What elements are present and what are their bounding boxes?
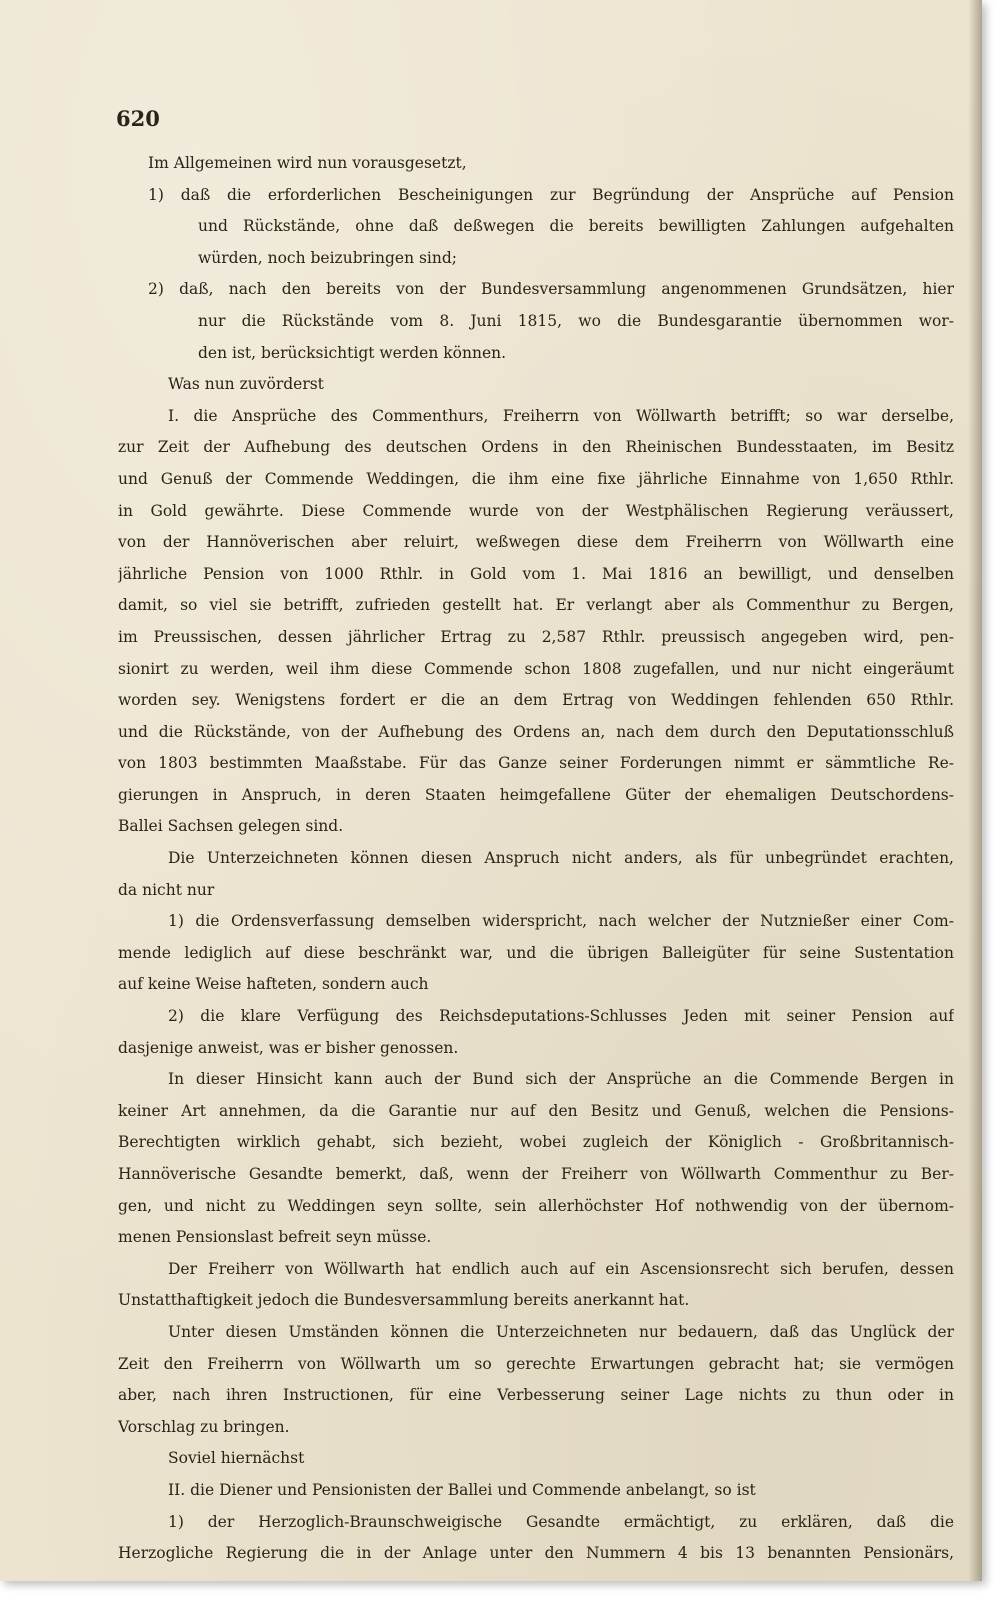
- text-line: auf keine Weise hafteten, sondern auch: [118, 975, 429, 994]
- text-line: da nicht nur: [118, 880, 215, 899]
- text-line: nur die Rückstände vom 8. Juni 1815, wo die Bundesgarantie übernommen wor-: [198, 311, 954, 330]
- text-line: jährliche Pension von 1000 Rthlr. in Gold vom 1. Mai 1816 an bewilligt, und denselben: [118, 564, 954, 583]
- text-line: II. die Diener und Pensionisten der Ballei und Commende anbelangt, so ist: [168, 1480, 756, 1499]
- text-line: von 1803 bestimmten Maaßstabe. Für das Ganze seiner Forderungen nimmt er sämmtliche Re-: [118, 754, 954, 773]
- text-line: Unstatthaftigkeit jedoch die Bundesversammlung bereits anerkannt hat.: [118, 1291, 690, 1310]
- text-line: menen Pensionslast befreit seyn müsse.: [118, 1228, 432, 1247]
- text-line: Hannöverische Gesandte bemerkt, daß, wenn der Freiherr von Wöllwarth Commenthur zu Ber-: [118, 1165, 954, 1183]
- text-line: Was nun zuvörderst: [168, 375, 324, 394]
- text-line: Unter diesen Umständen können die Unterzeichneten nur bedauern, daß das Unglück der: [168, 1322, 954, 1341]
- text-line: und Rückstände, ohne daß deßwegen die bereits bewilligten Zahlungen aufgehalten: [198, 217, 954, 236]
- text-line: Der Freiherr von Wöllwarth hat endlich auch auf ein Ascensionsrecht sich berufen, dessen: [168, 1259, 954, 1278]
- text-line: sionirt zu werden, weil ihm diese Commende schon 1808 zugefallen, und nur nicht eingeräumt: [118, 659, 954, 678]
- text-line: zur Zeit der Aufhebung des deutschen Ordens in den Rheinischen Bundesstaaten, im Besitz: [118, 438, 954, 457]
- text-line: mende lediglich auf diese beschränkt war, und die übrigen Balleigüter für seine Sustentation: [118, 943, 954, 962]
- text-line: Die Unterzeichneten können diesen Anspruch nicht anders, als für unbegründet erachten,: [168, 849, 954, 868]
- page-number: 620: [116, 106, 160, 131]
- text-line: Zeit den Freiherrn von Wöllwarth um so gerechte Erwartungen gebracht hat; sie vermögen: [118, 1354, 954, 1373]
- text-line: 1) der Herzoglich-Braunschweigische Gesandte ermächtigt, zu erklären, daß die: [168, 1512, 954, 1531]
- page-edge-shadow: [968, 0, 982, 1581]
- text-line: In dieser Hinsicht kann auch der Bund sich der Ansprüche an die Commende Bergen in: [168, 1070, 954, 1089]
- text-line: Soviel hiernächst: [168, 1449, 305, 1468]
- text-line: keiner Art annehmen, da die Garantie nur auf den Besitz und Genuß, welchen die Pensions-: [118, 1101, 954, 1120]
- body-text: [118, 148, 954, 1570]
- text-line: I. die Ansprüche des Commenthurs, Freiherrn von Wöllwarth betrifft; so war derselbe,: [168, 406, 954, 425]
- text-line: im Preussischen, dessen jährlicher Ertrag zu 2,587 Rthlr. preussisch angegeben wird, pen-: [118, 627, 954, 646]
- text-line: 2) daß, nach den bereits von der Bundesversammlung angenommenen Grundsätzen, hier: [148, 280, 954, 299]
- text-line: und Genuß der Commende Weddingen, die ihm eine fixe jährliche Einnahme von 1,650 Rthlr.: [118, 469, 954, 488]
- text-line: Ballei Sachsen gelegen sind.: [118, 817, 344, 836]
- text-line: gen, und nicht zu Weddingen seyn sollte, sein allerhöchster Hof nothwendig von der übernom-: [118, 1196, 954, 1215]
- text-line: Herzogliche Regierung die in der Anlage unter den Nummern 4 bis 13 benannten Pensionärs,: [118, 1544, 954, 1563]
- text-line: 1) daß die erforderlichen Bescheinigungen zur Begründung der Ansprüche auf Pension: [148, 185, 954, 204]
- text-line: würden, noch beizubringen sind;: [198, 248, 458, 267]
- text-line: 1) die Ordensverfassung demselben widerspricht, nach welcher der Nutznießer einer Com-: [168, 912, 954, 931]
- text-line: aber, nach ihren Instructionen, für eine Verbesserung seiner Lage nichts zu thun oder in: [118, 1386, 954, 1405]
- text-line: Vorschlag zu bringen.: [118, 1417, 290, 1436]
- text-line: und die Rückstände, von der Aufhebung des Ordens an, nach dem durch den Deputationsschluß: [118, 722, 954, 741]
- text-line: den ist, berücksichtigt werden können.: [198, 343, 507, 362]
- text-line: damit, so viel sie betrifft, zufrieden gestellt hat. Er verlangt aber als Commenthur zu Bergen,: [118, 596, 954, 615]
- text-line: von der Hannöverischen aber reluirt, weßwegen diese dem Freiherrn von Wöllwarth eine: [118, 533, 954, 552]
- text-line: Berechtigten wirklich gehabt, sich bezieht, wobei zugleich der Königlich - Großbritannisch-: [118, 1133, 954, 1152]
- text-line: dasjenige anweist, was er bisher genossen.: [118, 1038, 459, 1057]
- text-line: 2) die klare Verfügung des Reichsdeputations-Schlusses Jeden mit seiner Pension auf: [168, 1007, 954, 1026]
- text-line: in Gold gewährte. Diese Commende wurde von der Westphälischen Regierung veräussert,: [118, 501, 954, 520]
- text-line: Im Allgemeinen wird nun vorausgesetzt,: [148, 154, 467, 172]
- text-line: gierungen in Anspruch, in deren Staaten heimgefallene Güter der ehemaligen Deutschordens-: [118, 785, 954, 804]
- text-line: worden sey. Wenigstens fordert er die an dem Ertrag von Weddingen fehlenden 650 Rthlr.: [118, 691, 954, 710]
